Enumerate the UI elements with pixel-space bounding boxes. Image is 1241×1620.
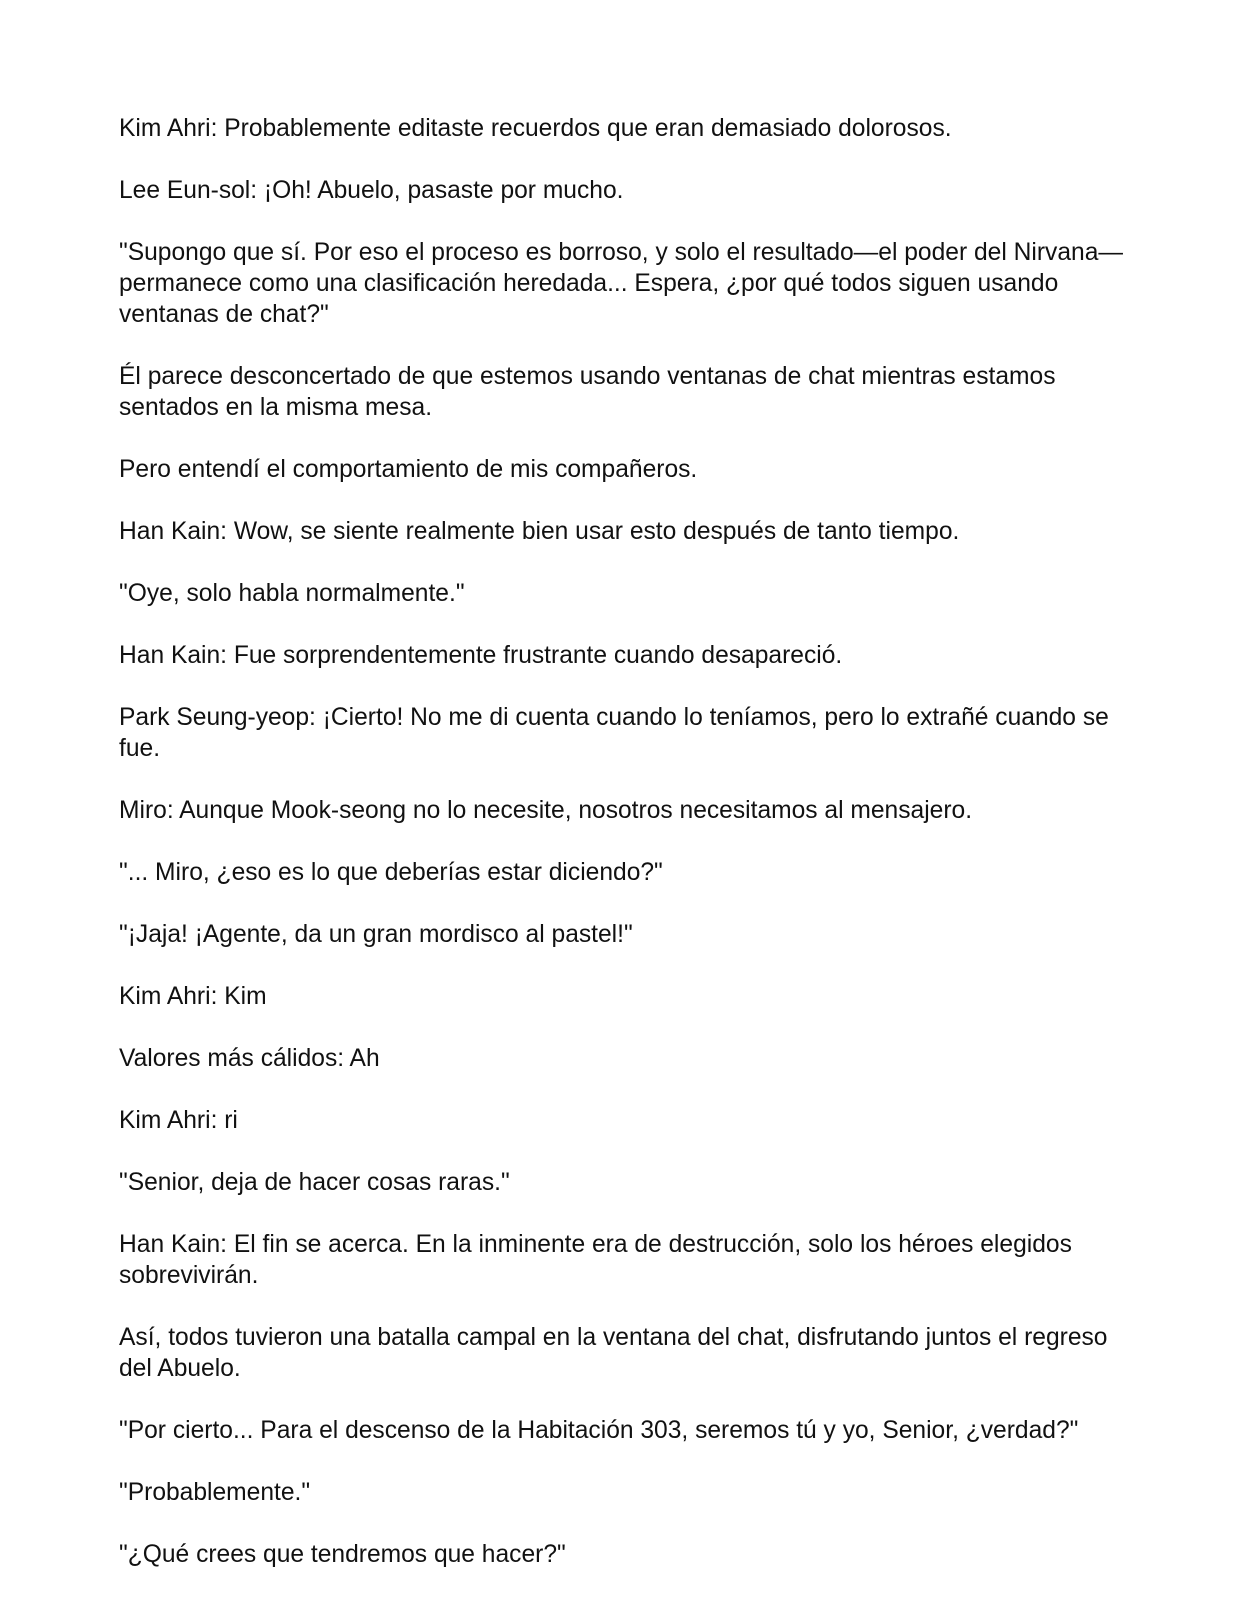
paragraph: "Senior, deja de hacer cosas raras." bbox=[119, 1169, 510, 1196]
paragraph: Park Seung-yeop: ¡Cierto! No me di cuenta cuando lo teníamos, pero lo extrañé cuando se fue. bbox=[119, 704, 1109, 762]
paragraph: Así, todos tuvieron una batalla campal en la ventana del chat, disfrutando juntos el regreso del Abuelo. bbox=[119, 1324, 1108, 1382]
paragraph: "Probablemente." bbox=[119, 1479, 311, 1506]
paragraph: Él parece desconcertado de que estemos usando ventanas de chat mientras estamos sentados en la misma mesa. bbox=[119, 363, 1056, 421]
paragraph: "... Miro, ¿eso es lo que deberías estar diciendo?" bbox=[119, 859, 663, 886]
paragraph: Miro: Aunque Mook-seong no lo necesite, nosotros necesitamos al mensajero. bbox=[119, 797, 973, 824]
paragraph: "Por cierto... Para el descenso de la Habitación 303, seremos tú y yo, Senior, ¿verdad?" bbox=[119, 1417, 1079, 1444]
paragraph: Han Kain: Wow, se siente realmente bien usar esto después de tanto tiempo. bbox=[119, 518, 960, 545]
paragraph: Valores más cálidos: Ah bbox=[119, 1045, 380, 1072]
paragraph: "¿Qué crees que tendremos que hacer?" bbox=[119, 1541, 566, 1568]
document-body bbox=[119, 113, 1129, 1601]
paragraph: "Supongo que sí. Por eso el proceso es borroso, y solo el resultado—el poder del Nirvana—permanece como una clasificación heredada... Espera, ¿por qué todos siguen usando ventanas de chat?" bbox=[119, 239, 1123, 328]
paragraph: Pero entendí el comportamiento de mis compañeros. bbox=[119, 456, 698, 483]
paragraph: Lee Eun-sol: ¡Oh! Abuelo, pasaste por mucho. bbox=[119, 177, 624, 204]
paragraph: "¡Jaja! ¡Agente, da un gran mordisco al pastel!" bbox=[119, 921, 633, 948]
paragraph: Han Kain: Fue sorprendentemente frustrante cuando desapareció. bbox=[119, 642, 843, 669]
paragraph: Han Kain: El fin se acerca. En la inminente era de destrucción, solo los héroes elegidos sobrevivirán. bbox=[119, 1231, 1072, 1289]
paragraph: "Oye, solo habla normalmente." bbox=[119, 580, 465, 607]
paragraph: Kim Ahri: ri bbox=[119, 1107, 238, 1134]
paragraph: Kim Ahri: Kim bbox=[119, 983, 267, 1010]
paragraph: Kim Ahri: Probablemente editaste recuerdos que eran demasiado dolorosos. bbox=[119, 115, 952, 142]
